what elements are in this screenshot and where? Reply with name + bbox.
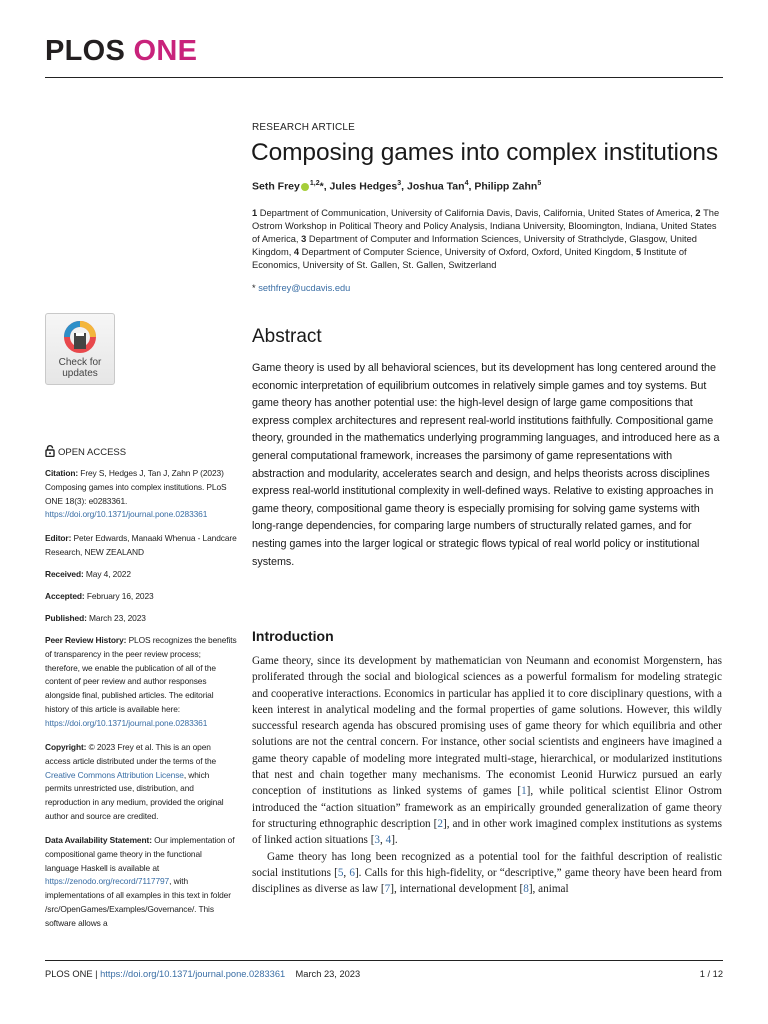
author-name[interactable]: Jules Hedges [329, 180, 398, 193]
citation-ref[interactable]: 4 [385, 834, 392, 847]
peer-review-label: Peer Review History: [45, 635, 127, 645]
paragraph: Game theory, since its development by mathematician von Neumann and economist Morgenstern, has proliferated through the social and biological sciences as a powerful formalism for modeling strategic and cooperative interactions. Economics in particular has applied it to core disciplinary questions, with a keen interest in analytical modeling and the formal properties of game solutions. However, this wildly successful research agenda has obscured promising uses of game theory for which equilibria and other solutions are not the central concern. For instance, other social scientists and engineers have imagined a game theory capable of modeling more integrated multi-stage, hierarchical, or modularized institutions that nest and chain together many mechanisms. The economist Leonid Hurwicz pursued an early conception of institutions as linked systems of games [1], while political scientist Elinor Ostrom introduced the “action situation” framework as an empirically grounded generalization of game theory for structuring ethnographic description [2], and in other work imagined complex institutions as systems of linked action situations [3, 4]. [252, 655, 722, 847]
received-block [45, 568, 237, 582]
author-affiliation-sup: 4 [464, 180, 469, 187]
footer-doi-link[interactable]: https://doi.org/10.1371/journal.pone.0283361 [100, 969, 286, 979]
email-link[interactable]: sethfrey@ucdavis.edu [258, 283, 351, 293]
page-number: 1 / 12 [699, 969, 723, 979]
citation-text: Frey S, Hedges J, Tan J, Zahn P (2023) Composing games into complex institutions. PLoS ONE 18(3): e0283361. [45, 468, 227, 506]
introduction-body [252, 653, 722, 897]
copyright-text: , which permits unrestricted use, distribution, and reproduction in any medium, provided the original author and source are credited. [45, 769, 224, 821]
author-affiliation-sup: 1,2 [309, 180, 320, 187]
open-access-text: OPEN ACCESS [58, 447, 127, 458]
crossmark-icon [63, 320, 97, 354]
accepted-block [45, 590, 237, 604]
email-marker: * [252, 283, 256, 293]
paragraph-text: ]. [391, 834, 398, 847]
author-name[interactable]: Philipp Zahn [474, 180, 538, 193]
badge-line: updates [62, 368, 98, 379]
affiliation-text: The Ostrom Workshop in Political Theory and Policy Analysis, Indiana University, Bloomington, Indiana, United States of America, [252, 208, 720, 244]
citation-block [45, 467, 237, 522]
paragraph-text: Game theory, since its development by mathematician von Neumann and economist Morgenstern, has proliferated through the social and biological sciences as a powerful formalism for modeling strategic and cooperative interactions. Economics in particular has applied it to core disciplinary questions, with a keen interest in analytical modeling and the formal properties of game solutions. However, this wildly successful research agenda has obscured promising uses of game theory for which equilibria and other solutions are not the central concern. For instance, other social scientists and engineers have imagined a game theory capable of modeling more integrated multi-stage, hierarchical, or modularized institutions that nest and chain together many mechanisms. The economist Leonid Hurwicz pursued an early conception of institutions as linked systems of games [ [252, 655, 722, 798]
affiliation-number: 2 [695, 208, 701, 218]
data-availability-label: Data Availability Statement: [45, 835, 152, 845]
affiliation-number: 3 [301, 234, 307, 244]
citation-ref[interactable]: 6 [349, 866, 355, 879]
affiliation-text: Department of Computer Science, University of Oxford, Oxford, United Kingdom, [301, 247, 634, 257]
introduction-heading: Introduction [252, 628, 334, 644]
affiliation-text: Department of Computer and Information Sciences, University of Strathclyde, Glasgow, United Kingdom, [252, 234, 697, 257]
author-affiliation-sup: 3 [397, 180, 402, 187]
open-lock-icon [45, 445, 55, 457]
editor-label: Editor: [45, 533, 72, 543]
peer-review-text: PLOS recognizes the benefits of transparency in the peer review process; therefore, we enable the publication of all of the content of peer review and author responses alongside final, published articles. The editorial history of this article is available here: [45, 635, 237, 714]
data-availability-text: Our implementation of compositional game theory in the functional language Haskell is available at [45, 835, 235, 873]
citation-ref[interactable]: 1 [521, 785, 527, 798]
affiliation-number: 4 [293, 247, 300, 257]
citation-ref[interactable]: 2 [437, 817, 443, 830]
affiliations [252, 207, 722, 272]
zenodo-link[interactable]: https://zenodo.org/record/7117797 [45, 876, 170, 887]
copyright-text: © 2023 Frey et al. This is an open access article distributed under the terms of the [45, 742, 217, 766]
citation-ref[interactable]: 8 [523, 883, 529, 896]
received-label: Received: [45, 569, 84, 579]
author-affiliation-sup: 5 [537, 180, 542, 187]
footer-date: March 23, 2023 [295, 969, 361, 979]
citation-label: Citation: [45, 468, 79, 478]
article-type: RESEARCH ARTICLE [252, 122, 356, 133]
editor-text: Peter Edwards, Manaaki Whenua - Landcare Research, NEW ZEALAND [45, 533, 237, 557]
copyright-block [45, 741, 237, 824]
corresponding-email [252, 283, 350, 293]
citation-doi-link[interactable]: https://doi.org/10.1371/journal.pone.0283361 [45, 509, 208, 520]
affiliation-text: Institute of Economics, University of St. Gallen, St. Gallen, Switzerland [252, 247, 687, 270]
data-availability-text: , with implementations of all examples in this text in folder /src/OpenGames/Examples/Governance/. This software allows a [45, 876, 231, 928]
published-label: Published: [45, 613, 87, 623]
affiliation-text: Department of Communication, University of California Davis, Davis, California, United States of America, [259, 208, 693, 218]
article-title: Composing games into complex institutions [251, 139, 719, 166]
citation-ref[interactable]: 5 [337, 866, 344, 879]
paragraph-text: ]. Calls for this high-fidelity, or “descriptive,” game theory have been heard from disciplines as diverse as law [ [252, 866, 723, 896]
footer-journal: PLOS ONE [45, 969, 93, 979]
orcid-icon[interactable] [301, 183, 309, 191]
abstract-text: Game theory is used by all behavioral sciences, but its development has long centered around the economic interpretation of equilibrium outcomes in relatively simple games and toy systems. But game theory has another potential use: the high-level design of large game compositions that express complex architectures and represent real-world institutions faithfully. Compositional game theory, grounded in the mathematics underlying programming languages, and introduced here as a general computational framework, increases the parsimony of game representations with abstraction and modularity, accelerates search and design, and helps theorists across disciplines express real-world institutional complexity in well-defined ways. Relative to existing approaches in game theory, compositional game theory is especially promising for solving game systems with long-range dependencies, for comparing large numbers of structurally related games, and for nesting games into the larger logical or strategic flows typical of real world policy or institutional systems. [252, 362, 720, 568]
footer-separator: | [92, 969, 101, 979]
author-list [252, 180, 541, 193]
check-for-updates-badge[interactable] [45, 313, 115, 385]
paragraph: Game theory has long been recognized as a potential tool for the faithful description of realistic social institutions [5, 6]. Calls for this high-fidelity, or “descriptive,” game theory have been heard from disciplines as diverse as law [7], international development [8], animal [252, 850, 723, 896]
copyright-label: Copyright: [45, 742, 87, 752]
citation-ref[interactable]: 3 [374, 834, 381, 847]
footer-citation [45, 969, 360, 979]
author-separator: , [468, 180, 475, 193]
accepted-label: Accepted: [45, 591, 85, 601]
author-separator: , [401, 180, 407, 193]
paragraph-text: ], animal [528, 883, 569, 896]
author-name[interactable]: Seth Frey [252, 180, 300, 193]
published-date: March 23, 2023 [89, 613, 146, 623]
editor-block [45, 532, 237, 560]
author-separator: , [323, 180, 330, 193]
corresponding-marker: * [319, 180, 324, 193]
paragraph-text: Game theory has long been recognized as a potential tool for the faithful description of realistic social institutions [ [252, 850, 722, 879]
logo-plos-text: PLOS [45, 35, 126, 67]
paragraph-text: ], international development [ [390, 883, 524, 896]
peer-review-link[interactable]: https://doi.org/10.1371/journal.pone.0283361 [45, 717, 208, 728]
badge-line: Check for [58, 357, 102, 368]
published-block [45, 612, 237, 626]
paragraph-text: ], and in other work imagined complex institutions as systems of linked action situations [ [252, 817, 722, 847]
abstract-heading: Abstract [252, 326, 322, 347]
badge-text [46, 357, 114, 379]
citation-ref[interactable]: 7 [384, 883, 391, 896]
header-divider [45, 77, 723, 78]
open-access-label [45, 445, 126, 458]
footer-divider [45, 960, 723, 961]
data-availability-block [45, 834, 237, 931]
peer-review-block [45, 634, 237, 731]
license-link[interactable]: Creative Commons Attribution License [45, 769, 184, 780]
paragraph-text: ], while political scientist Elinor Ostrom introduced the “action situation” framework as an empirically grounded generalization of game theory for structuring ethnographic description [ [252, 785, 722, 830]
affiliation-number: 1 [252, 208, 258, 218]
author-name[interactable]: Joshua Tan [406, 180, 465, 193]
received-date: May 4, 2022 [85, 569, 131, 579]
logo-one-text: ONE [133, 35, 198, 67]
affiliation-number: 5 [635, 247, 642, 257]
journal-logo[interactable] [45, 37, 197, 66]
accepted-date: February 16, 2023 [86, 591, 154, 601]
